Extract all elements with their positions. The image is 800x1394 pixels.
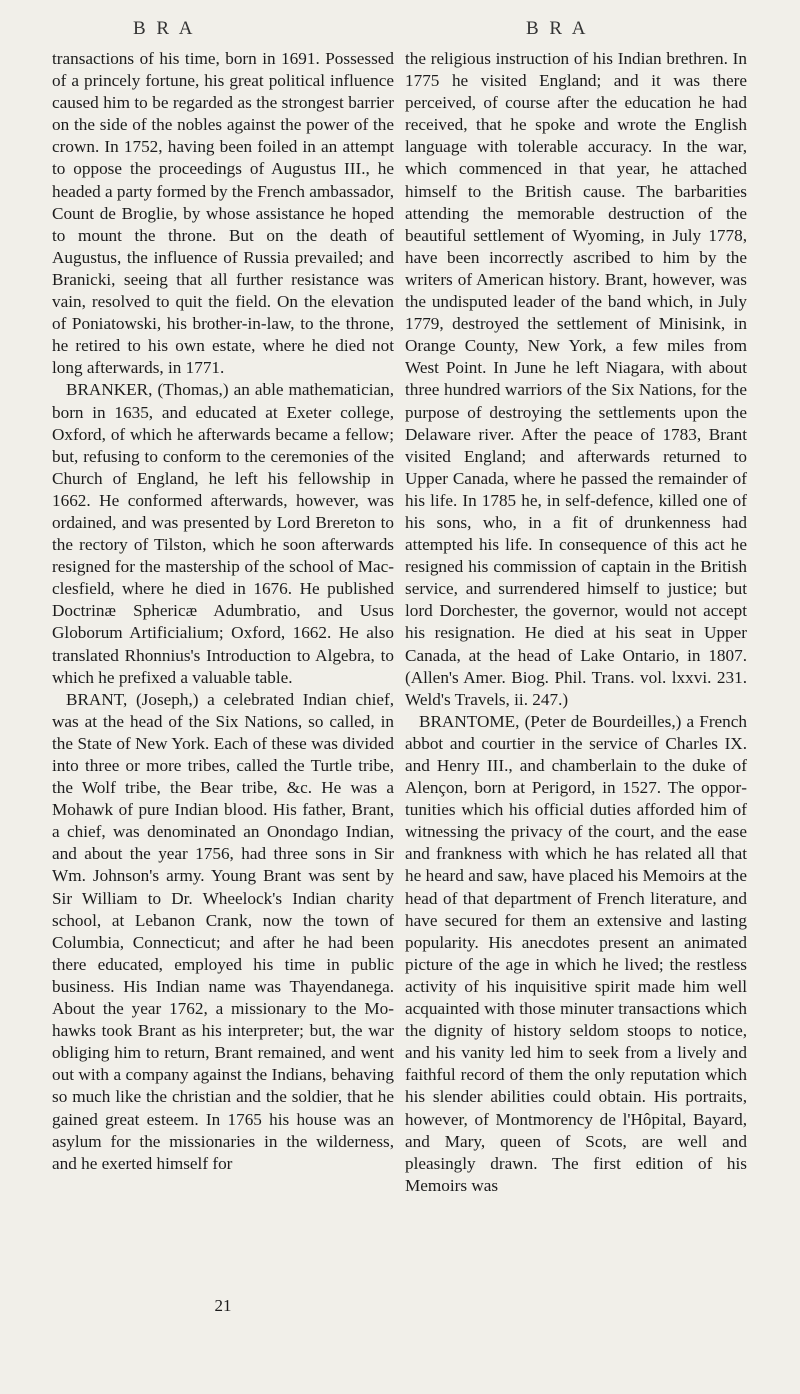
entry-branicki-continued: transactions of his time, born in 1691. Possessed of a princely fortune, his great political influence caused him to be regarded as the strongest barrier on the side of the nobles against the power of the crown. In 1752, having been foiled in an attempt to oppose the proceedings of Augustus III., he headed a party formed by the French ambassador, Count de Broglie, by whose assistance he hoped to mount the throne. But on the death of Augustus, the influence of Russia prevailed; and Branicki, seeing that all further resistance was vain, resolved to quit the field. On the elevation of Poniatowski, his brother-in-law, to the throne, he retired to his own estate, where he died not long afterwards, in 1771. xyxy=(52,49,394,378)
left-column xyxy=(52,48,394,1175)
entry-brant: BRANT, (Joseph,) a celebrated Indian chief, was at the head of the Six Nations, so called, in the State of New York. Each of these was divided into three or more tribes, called the Turtle tribe, the Wolf tribe, the Bear tribe, &c. He was a Mohawk of pure Indian blood. His father, Brant, a chief, was denominated an Onondago Indian, and about the year 1756, had three sons in Sir Wm. Johnson's army. Young Brant was sent by Sir William to Dr. Wheelock's Indian charity school, at Lebanon Crank, now the town of Columbia, Connecticut; and after he had been there educated, employed his time in public business. His Indian name was Thayendanega. About the year 1762, a missionary to the Mohawks took Brant as his interpreter; but, the war obliging him to return, Brant remained, and went out with a company against the Indians, behaving so much like the christian and the soldier, that he gained great esteem. In 1765 his house was an asylum for the missionaries in the wilderness, and he exerted himself for xyxy=(52,689,394,1173)
running-header-right: B R A xyxy=(526,18,589,39)
running-header-left: B R A xyxy=(133,18,196,39)
entry-brantome: BRANTOME, (Peter de Bourdeilles,) a French abbot and courtier in the service of Charles IX. and Henry III., and chamberlain to the duke of Alençon, born at Perigord, in 1527. The opportunities which his official duties afforded him of witnessing the privacy of the court, and the ease and frankness with which he has related all that he heard and saw, have placed his Memoirs at the head of that department of French literature, and have secured for them an extensive and lasting popularity. His anecdotes present an animated picture of the age in which he lived; the restless activity of his inquisitive spirit made him well acquainted with those minuter transactions which the dignity of history seldom stoops to notice, and his vanity led him to seek from a lively and faithful record of them the only reputation which his slender abilities could obtain. His portraits, however, of Montmorency de l'Hôpital, Bayard, and Mary, queen of Scots, are well and pleasingly drawn. The first edition of his Memoirs was xyxy=(405,711,747,1195)
right-column xyxy=(405,48,747,1197)
page-number: 21 xyxy=(214,1296,232,1315)
entry-branker: BRANKER, (Thomas,) an able mathematician, born in 1635, and educated at Exeter college, Oxford, of which he afterwards became a fellow; but, refusing to conform to the ceremonies of the Church of England, he left his fellowship in 1662. He conformed afterwards, however, was ordained, and was presented by Lord Brereton to the rectory of Tilston, which he soon afterwards resigned for the mastership of the school of Macclesfield, where he died in 1676. He published Doctrinæ Sphericæ Adumbratio, and Usus Globorum Artificialium; Oxford, 1662. He also translated Rhonnius's Introduction to Algebra, to which he prefixed a valuable table. xyxy=(52,380,394,687)
entry-brant-continued: the religious instruction of his Indian brethren. In 1775 he visited England; and it was there perceived, of course after the education he had received, that he spoke and wrote the English language with tolerable accuracy. In the war, which commenced in that year, he attached himself to the British cause. The barbarities attending the memorable destruction of the beautiful settlement of Wyoming, in July 1778, have been incorrectly ascribed to him by the writers of American history. Brant, however, was the undisputed leader of the band which, in July 1779, destroyed the settlement of Minisink, in Orange County, New York, a few miles from West Point. In June he left Niagara, with about three hundred warriors of the Six Nations, for the purpose of destroying the settlements upon the Delaware river. After the peace of 1783, Brant visited England; and afterwards returned to Upper Canada, where he passed the remainder of his life. In 1785 he, in self-defence, killed one of his sons, who, in a fit of drunkenness had attempted his life. In consequence of this act he resigned his commission of captain in the British service, and surrendered himself to justice; but lord Dorchester, the governor, would not accept his resignation. He died at his seat in Upper Canada, at the head of Lake Ontario, in 1807. (Allen's Amer. Biog. Phil. Trans. vol. lxxvi. 231. Weld's Travels, ii. 247.) xyxy=(405,49,747,709)
